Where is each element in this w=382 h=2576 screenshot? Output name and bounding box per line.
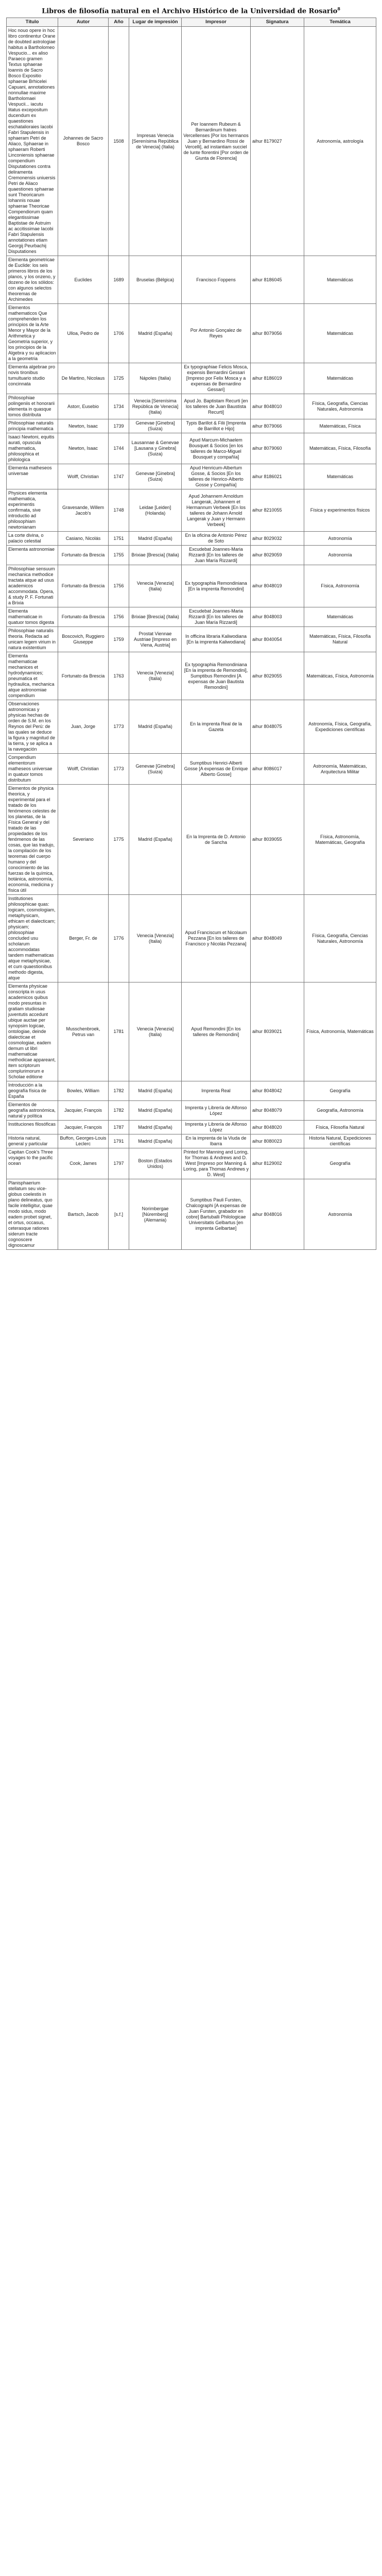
cell-lugar: Brixiae [Brescia] (Italia) xyxy=(129,546,182,565)
table-row xyxy=(7,1134,376,1148)
cell-signatura: aihur 8048016 xyxy=(251,1179,304,1250)
cell-tematica: Matemáticas xyxy=(304,256,376,304)
cell-titulo: Hoc nouo opere in hoc libro continentur Orane de doubted astrologiae habitus a Bartholomeo Vespucio... ex aliso Paraeco gramen Textus sphaerae loannis de Sacro Bosco Expositio sphaerae Brhicelei Capuani, annotationes nonnullae maxime Bartholomaei Vespucii... iacutu litatus excepositum ducendum ex quaestiones eschatalioraies Iacobi Fabri Stapulensis in sphaeram Petri de Aliaco, Sphaerae in sphaeram Roberti Linconiensis sphaerae compendium Disputationes contra deliramenta Cremonensis uniuersis Petri de Aliaco quaestiones sphaerae sunt Theoricarum Iohannis nouae sphaerae Theoricae Compendiorum quam elegantissimae Baptistae de Astruim ac accitissimae Iacobi Fabri Stapulensis annotationes etiam Georgij Peurbachij Disputationes xyxy=(7,27,58,256)
cell-impresor: Imprenta y Librería de Alfonso López xyxy=(182,1121,251,1134)
cell-autor: Wolff, Christian xyxy=(58,754,109,785)
cell-signatura: aihur 8129002 xyxy=(251,1148,304,1179)
cell-impresor: En la imprenta de la Viuda de Ibarra xyxy=(182,1134,251,1148)
cell-tematica: Astronomía xyxy=(304,546,376,565)
cell-impresor: Excudebat Joannes-Maria Rizzardi [En los talleres de Juan María Rizzardi] xyxy=(182,607,251,627)
cell-tematica: Física, Astronomía, Matemáticas, Geografía xyxy=(304,785,376,895)
cell-impresor: Excudebat Joannes-Maria Rizzardi [En los talleres de Juan María Rizzardi] xyxy=(182,546,251,565)
cell-lugar: Bruselas (Bélgica) xyxy=(129,256,182,304)
cell-titulo: Elementos mathematicos Que comprehenden los principios de la Arte Menor y Mayor de la Arithmetica y Geometria superior, y los principios de la Algebra y su aplicacion a la geometria xyxy=(7,304,58,363)
cell-lugar: Madrid (España) xyxy=(129,700,182,754)
cell-impresor: Apud Jo. Baptistam Recurti [en los talleres de Juan Baustista Recurti] xyxy=(182,394,251,419)
table-row xyxy=(7,304,376,363)
cell-signatura: aihur 8039021 xyxy=(251,982,304,1081)
cell-ano: 1751 xyxy=(109,532,129,546)
cell-autor: Casiano, Nicolás xyxy=(58,532,109,546)
cell-tematica: Geografía, Astronomía xyxy=(304,1101,376,1121)
cell-autor: Musschenbroek, Petrus van xyxy=(58,982,109,1081)
table-row xyxy=(7,785,376,895)
cell-tematica: Historia Natural, Expediciones científicas xyxy=(304,1134,376,1148)
cell-titulo: Philosophiae sensuum mechanica methodice tractata atque ad usus academicos accommodata. Opera, & study P. F. Fortunati a Brixia xyxy=(7,565,58,607)
cell-impresor: Ex typographiae Felicis Mosca, expensis Bernardini Gessari [Impreso por Felix Mosca y a expensas de Bernardino Gessari] xyxy=(182,363,251,394)
table-row xyxy=(7,1081,376,1101)
cell-signatura: aihur 8210055 xyxy=(251,489,304,532)
cell-ano: 1773 xyxy=(109,754,129,785)
document-title xyxy=(0,4,382,16)
cell-ano: 1782 xyxy=(109,1101,129,1121)
cell-lugar: Madrid (España) xyxy=(129,304,182,363)
table-body xyxy=(7,27,376,1250)
cell-tematica: Matemáticas xyxy=(304,464,376,489)
cell-impresor: Sumptibus Henrici-Alberti Gosse [A expensas de Enrique Alberto Gosse] xyxy=(182,754,251,785)
cell-tematica: Matemáticas, Física, Filosofía xyxy=(304,433,376,464)
cell-autor: Newton, Isaac xyxy=(58,433,109,464)
cell-lugar: Lausannae & Genevae [Lausana y Ginebra] (Suiza) xyxy=(129,433,182,464)
cell-signatura: aihur 8086017 xyxy=(251,754,304,785)
table-row xyxy=(7,607,376,627)
footnote-mark: 8 xyxy=(337,6,340,11)
cell-ano: 1756 xyxy=(109,565,129,607)
cell-tematica: Física, Geografía, Ciencias Naturales, Astronomía xyxy=(304,394,376,419)
cell-impresor: Apud Franciscum et Nicolaum Pezzana [En los talleres de Francisco y Nicolás Pezzana] xyxy=(182,895,251,982)
cell-tematica: Astronomía xyxy=(304,1179,376,1250)
cell-tematica: Matemáticas, Física xyxy=(304,419,376,433)
cell-tematica: Astronomía, Física, Geografía, Expediciones científicas xyxy=(304,700,376,754)
cell-ano: 1744 xyxy=(109,433,129,464)
cell-tematica: Matemáticas, Física, Filosofía Natural xyxy=(304,627,376,652)
header-row xyxy=(7,18,376,27)
cell-titulo: Introducción a la geografía física de España xyxy=(7,1081,58,1101)
cell-titulo: Planisphaerium stellatum seu vice-globus coelestis in plano delineatus, quo facile intelligitur, quae modo sidus, modo eadem probet signet, et ortus, occasus, ceterasque rationes siderum tracte cognoscere dignoscamur xyxy=(7,1179,58,1250)
table-row xyxy=(7,546,376,565)
cell-titulo: Capitan Cook's Three voyages to the pacific ocean xyxy=(7,1148,58,1179)
table-row xyxy=(7,652,376,700)
cell-lugar: Madrid (España) xyxy=(129,1134,182,1148)
cell-tematica: Física, Astronomía xyxy=(304,565,376,607)
cell-autor: Severiano xyxy=(58,785,109,895)
cell-titulo: Elementa algebrae pro novis tironibus tumultuario studio concinnata xyxy=(7,363,58,394)
cell-tematica: Astronomía xyxy=(304,532,376,546)
cell-signatura: aihur 8048042 xyxy=(251,1081,304,1101)
cell-titulo: Elementos de geografía astronómica, natural y política xyxy=(7,1101,58,1121)
cell-lugar: Genevae [Ginebra] (Suiza) xyxy=(129,464,182,489)
cell-ano: 1797 xyxy=(109,1148,129,1179)
cell-tematica: Física, Astronomía, Matemáticas xyxy=(304,982,376,1081)
cell-ano: 1776 xyxy=(109,895,129,982)
cell-impresor: Apud Johannem Arnoldum Langerak, Johannem et Hermannum Verbeek [En los talleres de Johann Arnold Langerak y Juan y Hermann Verbeek] xyxy=(182,489,251,532)
cell-tematica: Geografía xyxy=(304,1081,376,1101)
cell-lugar: Madrid (España) xyxy=(129,1121,182,1134)
cell-autor: Boscovich, Ruggiero Giuseppe xyxy=(58,627,109,652)
cell-autor: Bowles, William xyxy=(58,1081,109,1101)
cell-autor: Fortunato da Brescia xyxy=(58,565,109,607)
table-row xyxy=(7,464,376,489)
cell-lugar: Venecia [Venezia] (Italia) xyxy=(129,652,182,700)
table-row xyxy=(7,363,376,394)
cell-tematica: Astronomía, astrología xyxy=(304,27,376,256)
header-autor: Autor xyxy=(58,18,109,27)
cell-titulo: Elementa geometricae de Euclide: los seis primeros libros de los planos, y los onzeno, y dozeno de los sólidos: con algunos selectos theoremas de Archimedes xyxy=(7,256,58,304)
cell-autor: Fortunato da Brescia xyxy=(58,607,109,627)
cell-tematica: Geografía xyxy=(304,1148,376,1179)
cell-ano: 1755 xyxy=(109,546,129,565)
cell-lugar: Venecia [Venezia] (Italia) xyxy=(129,982,182,1081)
cell-tematica: Matemáticas xyxy=(304,363,376,394)
table-row xyxy=(7,627,376,652)
cell-autor: Jacquier, François xyxy=(58,1121,109,1134)
cell-ano: 1787 xyxy=(109,1121,129,1134)
table-row xyxy=(7,1121,376,1134)
cell-titulo: Isaaci Newtoni, equitis aurati, opuscula mathematica, philosophica et philologica xyxy=(7,433,58,464)
cell-ano: 1748 xyxy=(109,489,129,532)
cell-lugar: Genevae [Ginebra] (Suiza) xyxy=(129,754,182,785)
table-row xyxy=(7,394,376,419)
table-row xyxy=(7,419,376,433)
cell-signatura: aihur 8048019 xyxy=(251,565,304,607)
cell-autor: Gravesande, Willem Jacob's xyxy=(58,489,109,532)
cell-titulo: Instituciones filosóficas xyxy=(7,1121,58,1134)
cell-titulo: Physices elementa mathematica, experimentis confirmata, sive introductio ad philosophiam newtonianam xyxy=(7,489,58,532)
table-row xyxy=(7,1179,376,1250)
cell-ano: 1781 xyxy=(109,982,129,1081)
cell-autor: Fortunato da Brescia xyxy=(58,652,109,700)
cell-autor: Cook, James xyxy=(58,1148,109,1179)
cell-impresor: Apud Marcum-Michaelem Bousquet & Socios [en los talleres de Marco-Miguel Bousquet y compañía] xyxy=(182,433,251,464)
cell-impresor: Francisco Foppens xyxy=(182,256,251,304)
cell-impresor: Ex typographia Remondiniana [En la imprenta de Remondini], Sumptibus Remondini [A expensas de Juan Bautista Remondini] xyxy=(182,652,251,700)
cell-lugar: Norimbergae [Núremberg] (Alemania) xyxy=(129,1179,182,1250)
cell-lugar: Madrid (España) xyxy=(129,1101,182,1121)
cell-titulo: Philosophiae naturalis theoria. Redacta ad unicam legem virium in natura existentium xyxy=(7,627,58,652)
cell-autor: Bartsch, Jacob xyxy=(58,1179,109,1250)
cell-titulo: Observaciones astronomicas y physicas hechas de orden de S.M. en los Reynos del Perú: de las quales se deduce la figura y magnitud de la tierra, y se aplica a la navegación xyxy=(7,700,58,754)
cell-tematica: Física y experimentos físicos xyxy=(304,489,376,532)
cell-lugar: Madrid (España) xyxy=(129,532,182,546)
cell-signatura: aihur 8029032 xyxy=(251,532,304,546)
cell-signatura: aihur 8048075 xyxy=(251,700,304,754)
cell-titulo: Elementa mathematicae in quatuor tomos digesta xyxy=(7,607,58,627)
cell-autor: De Martino, Nicolaus xyxy=(58,363,109,394)
cell-lugar: Prostat Viennae Austriae [Impreso en Viena, Austria] xyxy=(129,627,182,652)
cell-lugar: Brixiae [Brescia] (Italia) xyxy=(129,607,182,627)
cell-impresor: Imprenta y Librería de Alfonso López xyxy=(182,1101,251,1121)
cell-lugar: Boston (Estados Unidos) xyxy=(129,1148,182,1179)
cell-autor: Ulloa, Pedro de xyxy=(58,304,109,363)
cell-autor: Buffon, Georges-Louis Leclerc xyxy=(58,1134,109,1148)
catalog-table xyxy=(6,18,376,1250)
cell-signatura: aihur 8079056 xyxy=(251,304,304,363)
table-header xyxy=(7,18,376,27)
header-ano: Año xyxy=(109,18,129,27)
table-row xyxy=(7,982,376,1081)
cell-autor: Newton, Isaac xyxy=(58,419,109,433)
cell-ano: 1756 xyxy=(109,607,129,627)
cell-signatura: aihur 8029059 xyxy=(251,546,304,565)
cell-lugar: Leidae [Leiden] (Holanda) xyxy=(129,489,182,532)
cell-impresor: Per Ioannem Rubeum & Bernardinum fratres Vercellenses [Por los hermanos Juan y Bernardino Rossi de Vercelli], ad instantiam succiel de Iunte florentini [Por orden de Giunta de Florencia] xyxy=(182,27,251,256)
cell-signatura: aihur 8079066 xyxy=(251,419,304,433)
header-lugar: Lugar de impresión xyxy=(129,18,182,27)
cell-signatura: aihur 8029055 xyxy=(251,652,304,700)
cell-autor: Wolff, Christian xyxy=(58,464,109,489)
cell-signatura: aihur 8186019 xyxy=(251,363,304,394)
cell-autor: Astorr, Eusebio xyxy=(58,394,109,419)
header-titulo: Título xyxy=(7,18,58,27)
table-row xyxy=(7,1148,376,1179)
cell-autor: Fortunato da Brescia xyxy=(58,546,109,565)
cell-impresor: Sumptibus Pauli Fursten, Chalcographi [A expensas de Juan Fursten, grabador en cobre] Bartuballi Philologicae Universitatis Gelbartus [en imprenta Gelbartae] xyxy=(182,1179,251,1250)
cell-tematica: Física, Geografía, Ciencias Naturales, Astronomía xyxy=(304,895,376,982)
cell-autor: Johannes de Sacro Bosco xyxy=(58,27,109,256)
cell-titulo: Institutiones philosophicae quas: logicam, cosmologiam, metaphysicam, ethicam et dialecticam; physicam; philosophiae concluded usu scholarum accommodatas tandem mathematicas atque metaphysicae, et cum quaestionibus methodo digesta, atque xyxy=(7,895,58,982)
cell-impresor: En la Imprenta de D. Antonio de Sancha xyxy=(182,785,251,895)
cell-titulo: Historia natural, general y particular xyxy=(7,1134,58,1148)
cell-titulo: Elementa physicae conscripta in usus academicos quibus modo presuntas in gratiam studiosae juventutis accedunt ubique auctae per synopsim logicae, ontologiae, deinde dialecticae et cosmologiae, eadem demum ut libri mathematicae methodicae appareant, item scriptorum complurimorum e Scholae editione xyxy=(7,982,58,1081)
title-text: Libros de filosofía natural en el Archivo Histórico de la Universidad de Rosario xyxy=(42,7,338,15)
cell-tematica: Astronomía, Matemáticas, Arquitectura Militar xyxy=(304,754,376,785)
cell-autor: Jacquier, François xyxy=(58,1101,109,1121)
cell-signatura: aihur 8048020 xyxy=(251,1121,304,1134)
table-row xyxy=(7,489,376,532)
cell-signatura: aihur 8048049 xyxy=(251,895,304,982)
cell-lugar: Impresas Venecia [Serenísima República de Venecia] (Italia) xyxy=(129,27,182,256)
cell-ano: 1725 xyxy=(109,363,129,394)
cell-lugar: Venecia [Venezia] (Italia) xyxy=(129,565,182,607)
cell-lugar: Madrid (España) xyxy=(129,785,182,895)
table-row xyxy=(7,754,376,785)
cell-signatura: aihur 8079060 xyxy=(251,433,304,464)
cell-ano: 1734 xyxy=(109,394,129,419)
cell-titulo: Elementa astronomiae xyxy=(7,546,58,565)
cell-impresor: In officina libraria Kaliwodiana [En la imprenta Kaliwodiana] xyxy=(182,627,251,652)
cell-titulo: Elementos de physica theorica, y experimental para el tratado de los fenómenos celestes de los planetas, de la Física General y del tratado de las propiedades de los fenómenos de las cosas, que las tradujo, la compilación de los teoremas del cuerpo humano y del conocimiento de las fuerzas de la química, botánica, astronomía, economía, medicina y física útil xyxy=(7,785,58,895)
cell-impresor: En la imprenta Real de la Gazeta xyxy=(182,700,251,754)
cell-ano: 1508 xyxy=(109,27,129,256)
cell-ano: 1759 xyxy=(109,627,129,652)
cell-signatura: aihur 8040054 xyxy=(251,627,304,652)
cell-impresor: Apud Henricum-Albertum Gosse, & Socios [En los talleres de Henrico-Alberto Gosse y Compañía] xyxy=(182,464,251,489)
cell-signatura: aihur 8039055 xyxy=(251,785,304,895)
cell-lugar: Venecia [Venezia] (Italia) xyxy=(129,895,182,982)
cell-ano: 1739 xyxy=(109,419,129,433)
cell-signatura: aihur 8080023 xyxy=(251,1134,304,1148)
cell-ano: 1782 xyxy=(109,1081,129,1101)
table-row xyxy=(7,700,376,754)
cell-signatura: aihur 8048003 xyxy=(251,607,304,627)
cell-ano: 1773 xyxy=(109,700,129,754)
cell-titulo: Elementa mathematicae mechanices et hydrodynamices; pneumatica et hydraulica, mechanica atque astronomiae compendium xyxy=(7,652,58,700)
table-row xyxy=(7,565,376,607)
cell-impresor: Apud Remondini [En los talleres de Remondini] xyxy=(182,982,251,1081)
cell-ano: 1689 xyxy=(109,256,129,304)
cell-ano: 1747 xyxy=(109,464,129,489)
table-row xyxy=(7,1101,376,1121)
cell-signatura: aihur 8186021 xyxy=(251,464,304,489)
cell-tematica: Física, Filosofía Natural xyxy=(304,1121,376,1134)
cell-lugar: Venecia [Serenísima República de Venecia] (Italia) xyxy=(129,394,182,419)
cell-autor: Euclides xyxy=(58,256,109,304)
cell-lugar: Nápoles (Italia) xyxy=(129,363,182,394)
cell-lugar: Genevae [Ginebra] (Suiza) xyxy=(129,419,182,433)
cell-ano: 1706 xyxy=(109,304,129,363)
cell-titulo: Philosophiae polingeniis et honorarii elementa in quasque tomos distributa xyxy=(7,394,58,419)
header-impresor: Impresor xyxy=(182,18,251,27)
cell-autor: Berger, Fr. de xyxy=(58,895,109,982)
cell-ano: 1763 xyxy=(109,652,129,700)
cell-signatura: aihur 8186045 xyxy=(251,256,304,304)
cell-impresor: Imprenta Real xyxy=(182,1081,251,1101)
cell-lugar: Madrid (España) xyxy=(129,1081,182,1101)
cell-titulo: Elementa matheseos universae xyxy=(7,464,58,489)
cell-titulo: La corte divina, o palacio celestial xyxy=(7,532,58,546)
cell-tematica: Matemáticas, Física, Astronomía xyxy=(304,652,376,700)
table-row xyxy=(7,433,376,464)
header-signatura: Signatura xyxy=(251,18,304,27)
cell-signatura: aihur 8048079 xyxy=(251,1101,304,1121)
cell-ano: 1775 xyxy=(109,785,129,895)
cell-impresor: Printed for Manning and Loring, for Thomas & Andrews and D. West [Impreso por Manning & Loring, para Thomas Andrews y D. West] xyxy=(182,1148,251,1179)
cell-signatura: aihur 8048010 xyxy=(251,394,304,419)
cell-impresor: Ex typographia Remondiniana [En la imprenta Remondini] xyxy=(182,565,251,607)
cell-signatura: aihur 8179027 xyxy=(251,27,304,256)
header-tematica: Temática xyxy=(304,18,376,27)
table-row xyxy=(7,27,376,256)
cell-impresor: Typis Barillot & Filii [Imprenta de Barrillot e Hijo] xyxy=(182,419,251,433)
cell-autor: Juan, Jorge xyxy=(58,700,109,754)
table-row xyxy=(7,256,376,304)
cell-tematica: Matemáticas xyxy=(304,607,376,627)
table-row xyxy=(7,895,376,982)
cell-ano: [s.f.] xyxy=(109,1179,129,1250)
cell-titulo: Philosophiae naturalis principia mathematica xyxy=(7,419,58,433)
cell-ano: 1791 xyxy=(109,1134,129,1148)
cell-impresor: En la oficina de Antonio Pérez de Soto xyxy=(182,532,251,546)
cell-impresor: Por Antonio Gonçalez de Reyes xyxy=(182,304,251,363)
cell-titulo: Compendium elementorum matheseos universae in quatuor tomos distributum xyxy=(7,754,58,785)
cell-tematica: Matemáticas xyxy=(304,304,376,363)
table-row xyxy=(7,532,376,546)
